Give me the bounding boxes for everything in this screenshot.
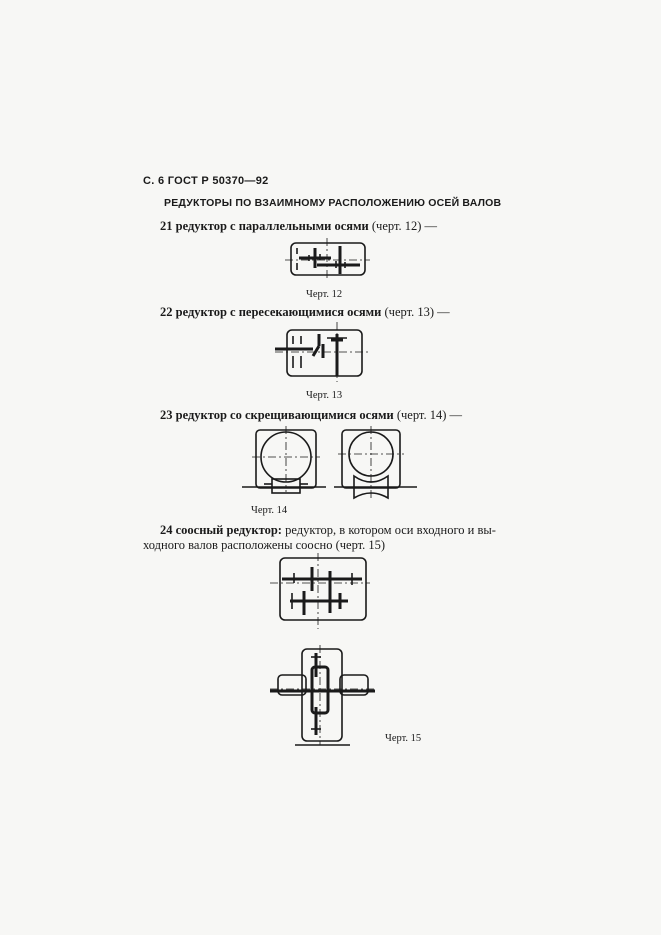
term-22	[160, 305, 450, 320]
caption-fig13: Черт. 13	[306, 390, 343, 401]
caption-fig14: Черт. 14	[251, 505, 288, 516]
caption-fig12: Черт. 12	[306, 289, 343, 300]
section-title: РЕДУКТОРЫ ПО ВЗАИМНОМУ РАСПОЛОЖЕНИЮ ОСЕЙ ВАЛОВ	[164, 197, 502, 209]
figure-15-top	[270, 553, 370, 629]
term-24-definition-line2: ходного валов расположены соосно (черт. 15)	[143, 538, 386, 552]
term-22-definition: (черт. 13) —	[384, 305, 450, 319]
figure-15-bottom	[270, 645, 375, 745]
term-21	[160, 219, 437, 234]
caption-fig15: Черт. 15	[385, 733, 422, 744]
page-header: С. 6 ГОСТ Р 50370—92	[143, 175, 269, 187]
term-24-name: соосный редуктор:	[175, 523, 282, 537]
term-23-name: редуктор со скрещивающимися осями	[175, 408, 394, 422]
term-22-number: 22	[160, 305, 173, 319]
figure-13	[275, 322, 370, 382]
term-23	[160, 408, 462, 423]
term-21-definition: (черт. 12) —	[371, 219, 438, 233]
term-21-number: 21	[160, 219, 173, 233]
term-22-name: редуктор с пересекающимися осями	[175, 305, 382, 319]
term-23-number: 23	[160, 408, 173, 422]
term-23-definition: (черт. 14) —	[396, 408, 462, 422]
term-24-number: 24	[160, 523, 173, 537]
term-24-definition-line1: редуктор, в котором оси входного и вы-	[285, 523, 496, 537]
figure-14	[242, 426, 417, 500]
term-24	[160, 523, 496, 538]
term-21-name: редуктор с параллельными осями	[175, 219, 369, 233]
figure-12	[285, 238, 370, 280]
